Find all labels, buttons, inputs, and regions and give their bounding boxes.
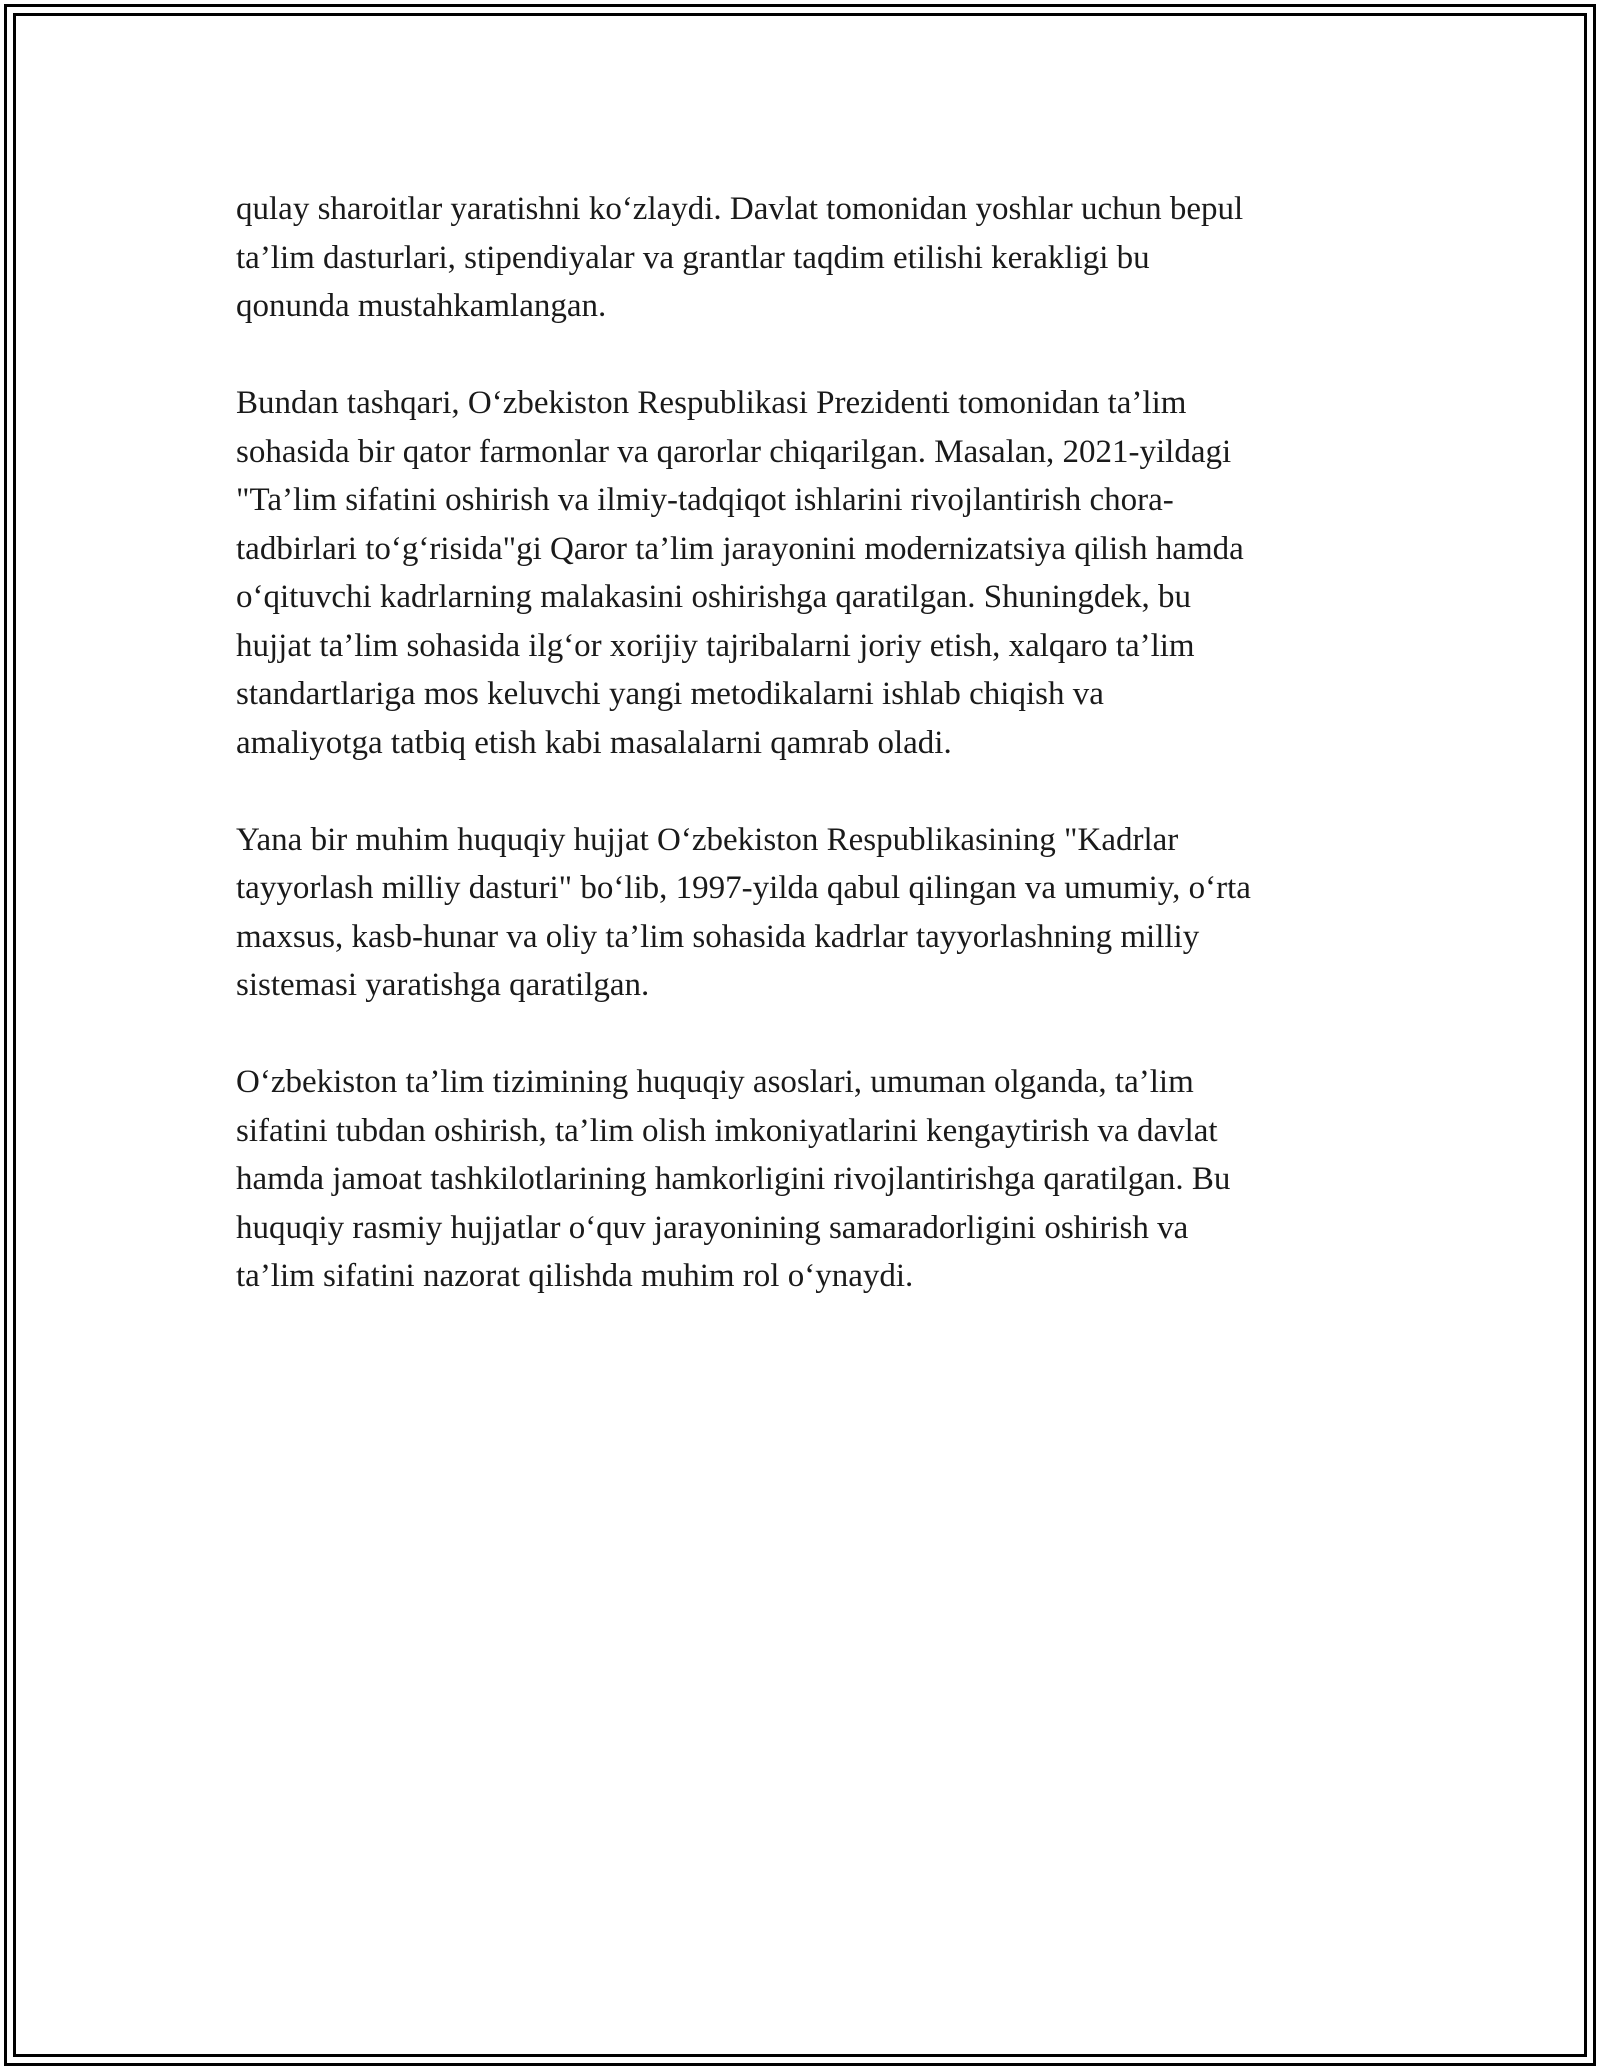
text-line: tayyorlash milliy dasturi" bo‘lib, 1997-yilda qabul qilingan va umumiy, o‘rta — [236, 870, 1251, 906]
document-body — [236, 185, 1376, 1349]
text-line: qulay sharoitlar yaratishni ko‘zlaydi. Davlat tomonidan yoshlar uchun bepul — [236, 191, 1244, 227]
text-line: Yana bir muhim huquqiy hujjat O‘zbekiston Respublikasining "Kadrlar — [236, 821, 1179, 858]
paragraph-2 — [236, 379, 1376, 767]
text-line: ta’lim sifatini nazorat qilishda muhim rol o‘ynaydi. — [236, 1258, 914, 1294]
text-line: hujjat ta’lim sohasida ilg‘or xorijiy tajribalarni joriy etish, xalqaro ta’lim — [236, 627, 1195, 664]
text-line: ta’lim dasturlari, stipendiyalar va grantlar taqdim etilishi kerakligi bu — [236, 239, 1150, 276]
text-line: Bundan tashqari, O‘zbekiston Respublikasi Prezidenti tomonidan ta’lim — [236, 385, 1187, 421]
text-line: tadbirlari to‘g‘risida"gi Qaror ta’lim jarayonini modernizatsiya qilish hamda — [236, 530, 1244, 567]
text-line: o‘qituvchi kadrlarning malakasini oshirishga qaratilgan. Shuningdek, bu — [236, 579, 1191, 615]
text-line: "Ta’lim sifatini oshirish va ilmiy-tadqiqot ishlarini rivojlantirish chora- — [236, 482, 1174, 518]
text-line: O‘zbekiston ta’lim tizimining huquqiy asoslari, umuman olganda, ta’lim — [236, 1064, 1194, 1100]
text-line: sifatini tubdan oshirish, ta’lim olish imkoniyatlarini kengaytirish va davlat — [236, 1112, 1218, 1149]
text-line: maxsus, kasb-hunar va oliy ta’lim sohasida kadrlar tayyorlashning milliy — [236, 918, 1200, 955]
text-line: amaliyotga tatbiq etish kabi masalalarni qamrab oladi. — [236, 724, 952, 761]
text-line: qonunda mustahkamlangan. — [236, 288, 607, 324]
paragraph-3 — [236, 816, 1376, 1010]
text-line: sistemasi yaratishga qaratilgan. — [236, 967, 650, 1003]
text-line: sohasida bir qator farmonlar va qarorlar chiqarilgan. Masalan, 2021-yildagi — [236, 433, 1232, 470]
text-line: huquqiy rasmiy hujjatlar o‘quv jarayonining samaradorligini oshirish va — [236, 1209, 1189, 1246]
paragraph-1 — [236, 185, 1376, 331]
text-line: hamda jamoat tashkilotlarining hamkorligini rivojlantirishga qaratilgan. Bu — [236, 1161, 1231, 1197]
paragraph-4 — [236, 1058, 1376, 1301]
text-line: standartlariga mos keluvchi yangi metodikalarni ishlab chiqish va — [236, 676, 1104, 712]
